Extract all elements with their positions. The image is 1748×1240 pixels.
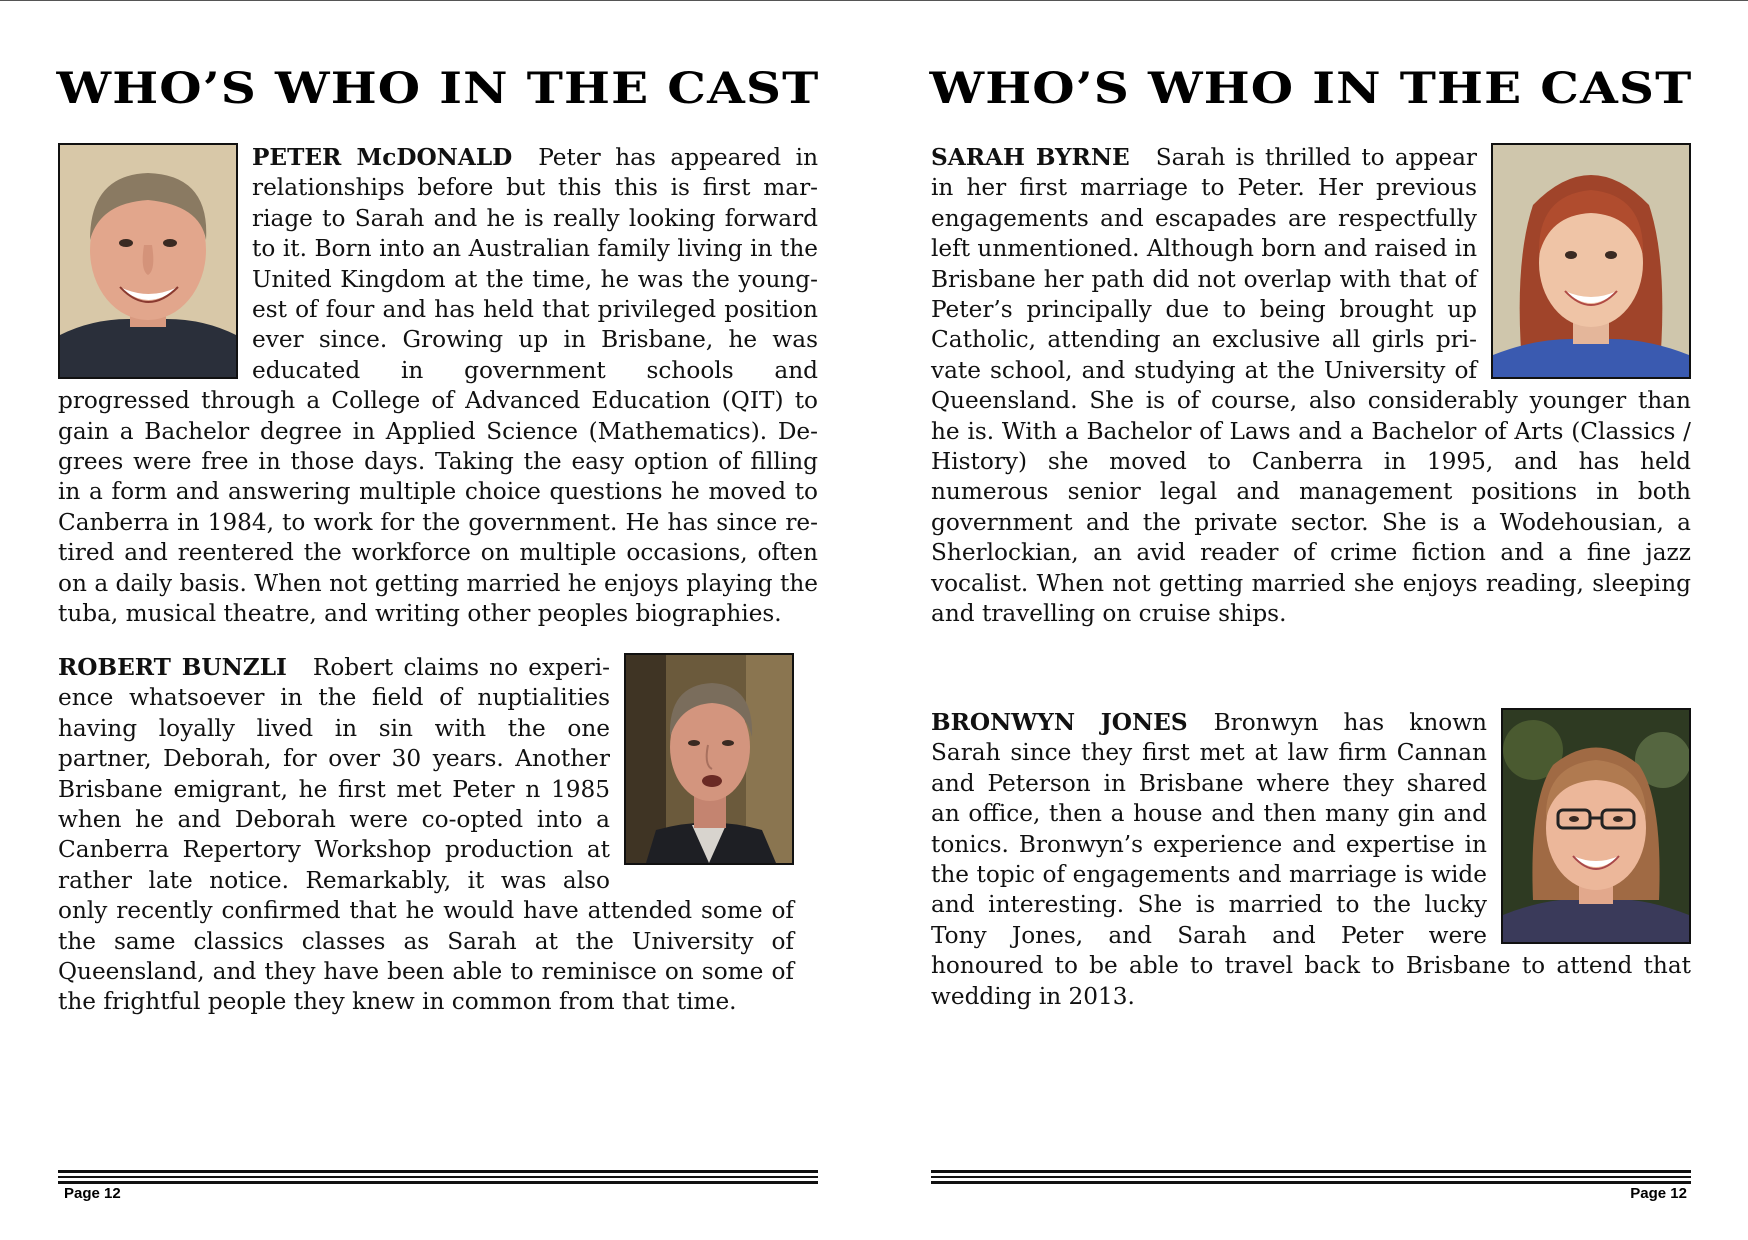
- bio-text: Robert claims no experience whatsoever in the field of nuptialities having loyally lived in sin with the one partner, Deborah, for over 30 years. Another Brisbane emigrant, he first met Peter n 1985 when he and Deborah were co-opted into a Canberra Repertory Workshop production at rather late notice. Remarkably, it was also only recently confirmed that he would have attended some of the same classics classes as Sarah at the University of Queensland, and they have been able to reminisce on some of the frightful people they knew in common from that time.: [58, 654, 794, 1016]
- bio-text: Sarah is thrilled to appear in her first marriage to Peter. Her previous engagements and escapades are respectfully left unmentioned. Although born and raised in Brisbane her path did not overlap with that of Peter’s principally due to being brought up Catholic, attending an exclusive all girls private school, and studying at the University of Queensland. She is of course, also considerably younger than he is. With a Bachelor of Laws and a Bachelor of Arts (Classics / History) she moved to Canberra in 1995, and has held numerous senior legal and management positions in both government and the private sector. She is a Wodehousian, a Sherlockian, an avid reader of crime fiction and a fine jazz vocalist. When not getting married she enjoys reading, sleeping and travelling on cruise ships.: [931, 144, 1691, 628]
- cast-name: SARAH BYRNE: [931, 144, 1130, 171]
- right-page: [931, 0, 1691, 1240]
- portrait-man-speaking-photo: [624, 653, 794, 865]
- page-number: Page 12: [1630, 1185, 1687, 1202]
- bio-sarah-byrne: [931, 143, 1691, 630]
- bio-robert-bunzli: [58, 653, 794, 1018]
- portrait-man-smiling-photo: [58, 143, 238, 379]
- portrait-man-speaking-icon: [626, 655, 792, 863]
- bio-text: Peter has appeared in relationships before but this this is first marriage to Sarah and he is really looking forward to it. Born into an Australian family living in the United Kingdom at the time, he was the youngest of four and has held that privileged position ever since. Growing up in Brisbane, he was educated in government schools and progressed through a College of Advanced Education (QIT) to gain a Bachelor degree in Applied Science (Mathematics). Degrees were free in those days. Taking the easy option of filling in a form and answering multiple choice questions he moved to Canberra in 1984, to work for the government. He has since retired and reentered the workforce on multiple occasions, often on a daily basis. When not getting married he enjoys playing the tuba, musical theatre, and writing other peoples biographies.: [58, 144, 818, 628]
- portrait-woman-glasses-photo: [1501, 708, 1691, 944]
- portrait-woman-glasses-icon: [1503, 710, 1689, 942]
- bio-text: Bronwyn has known Sarah since they first met at law firm Cannan and Peterson in Brisbane where they shared an office, then a house and then many gin and tonics. Bronwyn’s experience and expertise in the topic of engagements and marriage is wide and interesting. She is married to the lucky Tony Jones, and Sarah and Peter were honoured to be able to travel back to Brisbane to attend that wedding in 2013.: [931, 709, 1691, 1010]
- footer-rule: [931, 1170, 1691, 1187]
- portrait-woman-red-hair-photo: [1491, 143, 1691, 379]
- left-page: [58, 0, 818, 1240]
- cast-name: ROBERT BUNZLI: [58, 654, 287, 681]
- cast-name: BRONWYN JONES: [931, 709, 1188, 736]
- bio-bronwyn-jones: [931, 708, 1691, 1012]
- bio-peter-mcdonald: [58, 143, 818, 630]
- portrait-woman-red-hair-icon: [1493, 145, 1689, 377]
- cast-name: PETER McDONALD: [252, 144, 513, 171]
- page-number: Page 12: [64, 1185, 121, 1202]
- page-title: WHO’S WHO IN THE CAST: [56, 64, 820, 114]
- portrait-man-smiling-icon: [60, 145, 236, 377]
- page-title: WHO’S WHO IN THE CAST: [929, 64, 1693, 114]
- footer-rule: [58, 1170, 818, 1187]
